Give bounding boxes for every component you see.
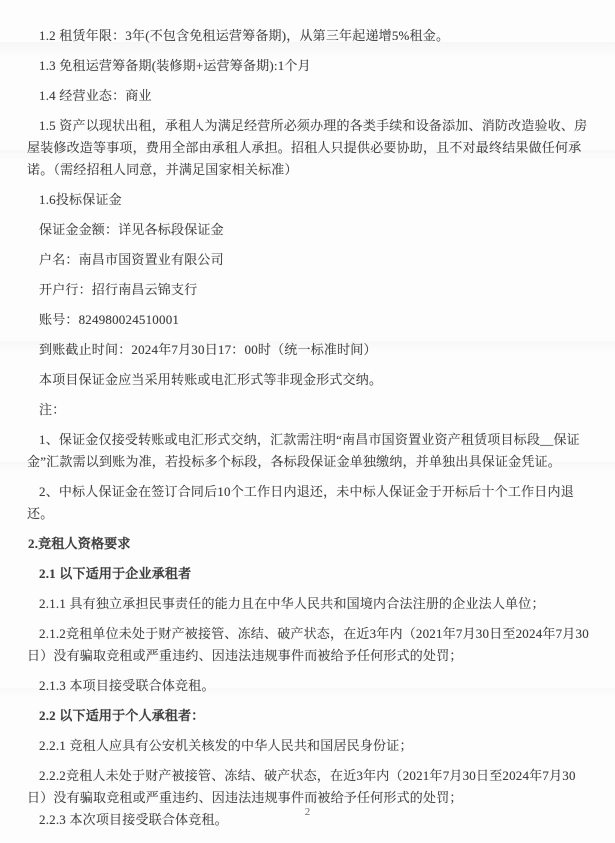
paragraph-1-5: 1.5 资产以现状出租，承租人为满足经营所必须办理的各类手续和设备添加、消防改造验收、房屋装修改造等事项，费用全部由承租人承担。招租人只提供必要协助，且不对最终结果做任何承诺。（需经招租人同意，并满足国家相关标准）	[27, 118, 588, 177]
paragraph-account-number: 账号：824980024510001	[39, 312, 180, 327]
paragraph-note-label: 注：	[39, 402, 66, 417]
paragraph-account-name: 户名：南昌市国资置业有限公司	[39, 252, 224, 267]
paragraph-2-1: 2.1 以下适用于企业承租者	[39, 566, 192, 581]
paragraph-payment-form: 本项目保证金应当采用转账或电汇形式等非现金形式交纳。	[39, 372, 383, 387]
paragraph-2-2-1: 2.2.1 竞租人应具有公安机关核发的中华人民共和国居民身份证；	[39, 738, 413, 753]
paragraph-2-2-2: 2.2.2竞租人未处于财产被接管、冻结、破产状态，在近3年内（2021年7月30日至2024年7月30日）没有骗取竞租或严重违约、因违法违规事件而被给予任何形式的处罚；	[27, 768, 576, 805]
paragraph-2-2-3: 2.2.3 本次项目接受联合体竞租。	[39, 812, 228, 827]
paragraph-2-1-1: 2.1.1 具有独立承担民事责任的能力且在中华人民共和国境内合法注册的企业法人单位；	[39, 596, 545, 611]
paragraph-2-1-3: 2.1.3 本项目接受联合体竞租。	[39, 678, 215, 693]
paragraph-2-2: 2.2 以下适用于个人承租者：	[39, 708, 205, 723]
paragraph-1-6: 1.6投标保证金	[39, 192, 122, 207]
paragraph-note-2: 2、中标人保证金在签订合同后10个工作日内退还，未中标人保证金于开标后十个工作日内退还。	[27, 484, 574, 521]
paragraph-deposit-amount: 保证金金额：详见各标段保证金	[39, 222, 224, 237]
paragraph-1-4: 1.4 经营业态：商业	[39, 88, 152, 103]
paragraph-list	[27, 25, 593, 831]
paragraph-deadline: 到账截止时间：2024年7月30日17：00时（统一标准时间）	[39, 342, 377, 357]
paragraph-bank: 开户行：招行南昌云锦支行	[39, 282, 198, 297]
page-number: 2	[304, 806, 311, 818]
paragraph-note-1: 1、保证金仅接受转账或电汇形式交纳，汇款需注明“南昌市国资置业资产租赁项目标段__保证金”汇款需以到账为准，若投标多个标段，各标段保证金单独缴纳，并单独出具保证金凭证。	[27, 432, 580, 469]
paragraph-2: 2.竞租人资格要求	[28, 536, 131, 551]
paragraph-2-1-2: 2.1.2竞租单位未处于财产被接管、冻结、破产状态，在近3年内（2021年7月30日至2024年7月30日）没有骗取竞租或严重违约、因违法违规事件而被给予任何形式的处罚；	[27, 626, 589, 663]
paragraph-1-2: 1.2 租赁年限：3年(不包含免租运营筹备期)，从第三年起递增5%租金。	[39, 28, 450, 43]
paragraph-1-3: 1.3 免租运营筹备期(装修期+运营筹备期):1个月	[39, 58, 311, 73]
